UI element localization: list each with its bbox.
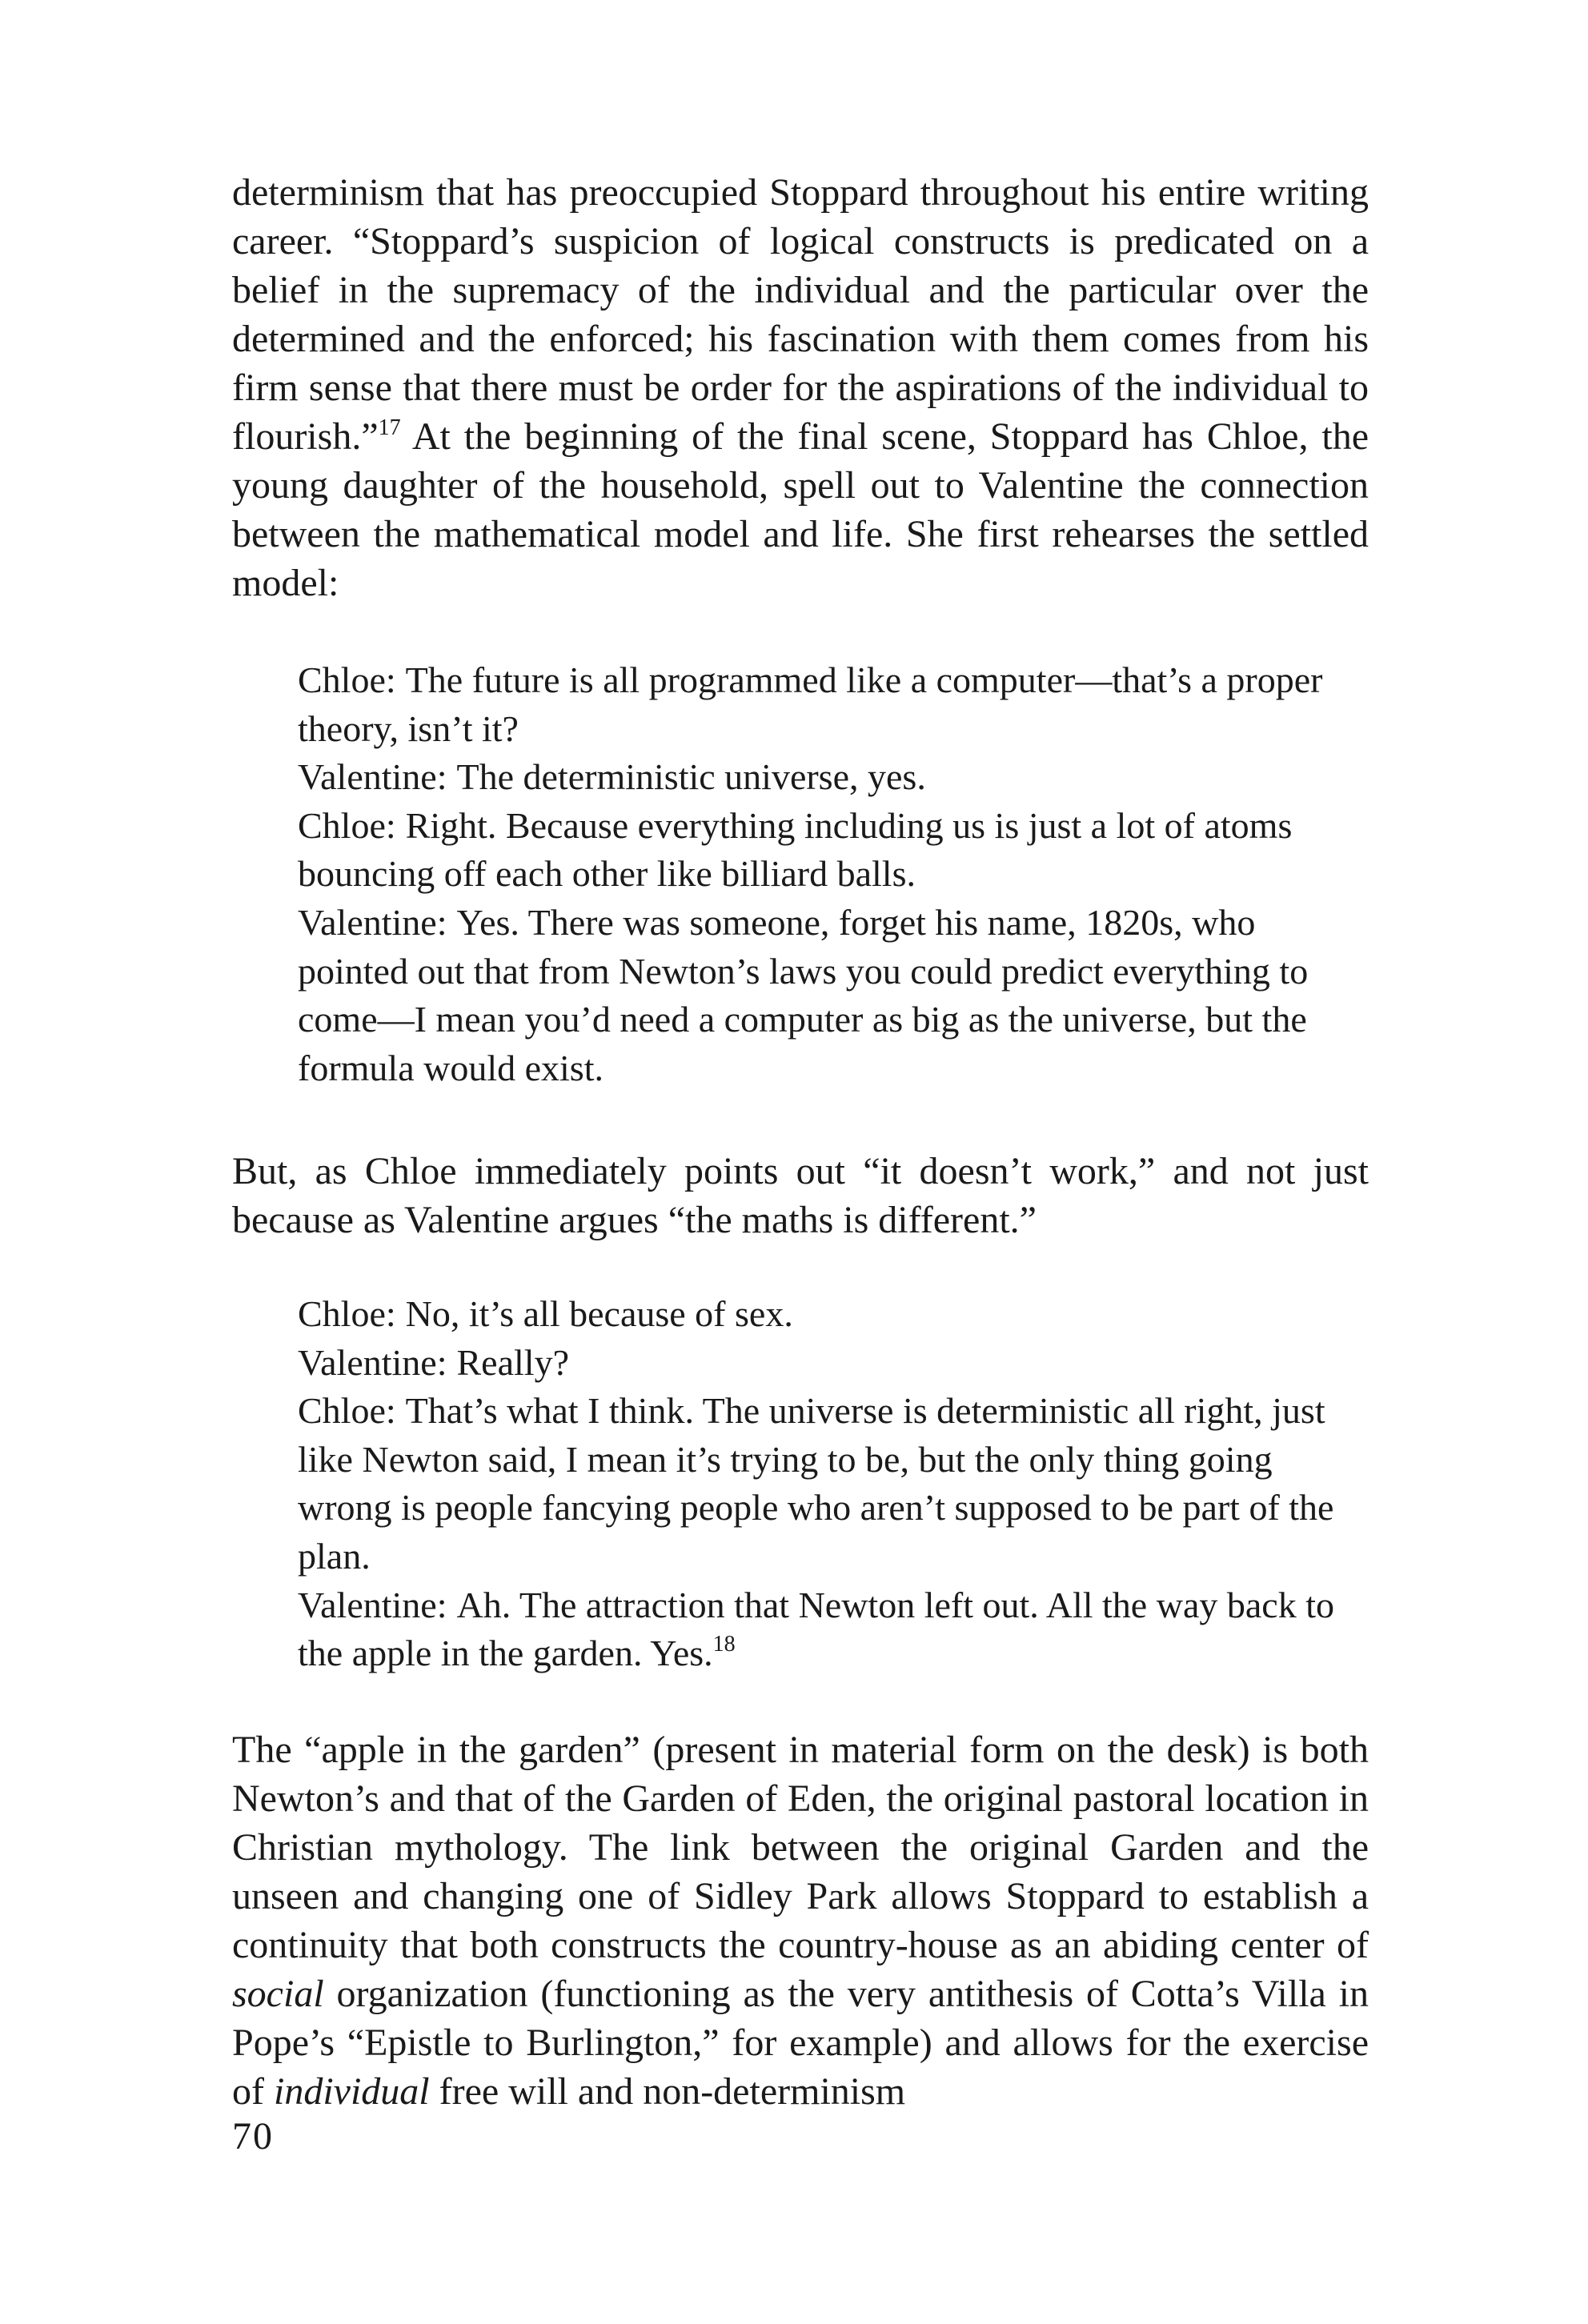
- speaker-name: Valentine:: [298, 901, 447, 943]
- dialogue-line: [298, 1339, 1354, 1388]
- emphasis-social: social: [232, 1973, 324, 2015]
- paragraph-1-tail: At the beginning of the final scene, Stoppard has Chloe, the young daughter of the household, spell out to Valentine the connection between the mathematical model and life. She first rehearses the settled model:: [232, 415, 1369, 604]
- dialogue-text: Really?: [456, 1341, 569, 1383]
- dialogue-text: Yes. There was someone, forget his name, 1820s, who pointed out that from Newton’s laws you could predict everything to come—I mean you’d need a computer as big as the universe, but the formula would exist.: [298, 901, 1309, 1088]
- paragraph-2-text: But, as Chloe immediately points out “it doesn’t work,” and not just because as Valentine argues “the maths is different.”: [232, 1150, 1369, 1241]
- dialogue-text: No, it’s all because of sex.: [405, 1293, 793, 1334]
- dialogue-text: That’s what I think. The universe is deterministic all right, just like Newton said, I mean it’s trying to be, but the only thing going wrong is people fancying people who aren’t supposed to be part of the plan.: [298, 1390, 1334, 1577]
- dialogue-text: Ah. The attraction that Newton left out. All the way back to the apple in the garden. Yes.: [298, 1584, 1334, 1674]
- speaker-name: Chloe:: [298, 1293, 396, 1334]
- paragraph-3-text-a: The “apple in the garden” (present in material form on the desk) is both Newton’s and that of the Garden of Eden, the original pastoral location in Christian mythology. The link between the original Garden and the unseen and changing one of Sidley Park allows Stoppard to establish a continuity that both constructs the country-house as an abiding center of: [232, 1729, 1369, 1966]
- speaker-name: Valentine:: [298, 1584, 447, 1625]
- dialogue-line: [298, 753, 1354, 802]
- paragraph-2: [232, 1147, 1369, 1244]
- emphasis-individual: individual: [273, 2070, 430, 2113]
- dialogue-line: [298, 1290, 1354, 1339]
- paragraph-3-text-c: free will and non-determinism: [429, 2070, 906, 2113]
- dialogue-text: The deterministic universe, yes.: [456, 756, 926, 798]
- dialogue-line: [298, 802, 1354, 899]
- dialogue-line: [298, 1387, 1354, 1581]
- dialogue-line: [298, 1581, 1354, 1678]
- paragraph-3: [232, 1725, 1369, 2116]
- dialogue-line: [298, 899, 1354, 1092]
- page-number: 70: [232, 2115, 274, 2158]
- speaker-name: Valentine:: [298, 756, 447, 798]
- dialogue-line: [298, 656, 1354, 753]
- speaker-name: Chloe:: [298, 659, 396, 700]
- footnote-ref-17: 17: [378, 415, 401, 440]
- speaker-name: Chloe:: [298, 804, 396, 846]
- dialogue-quote-1: [298, 656, 1354, 1092]
- dialogue-text: Right. Because everything including us is just a lot of atoms bouncing off each other like billiard balls.: [298, 804, 1293, 895]
- paragraph-1: [232, 168, 1369, 607]
- dialogue-text: The future is all programmed like a computer—that’s a proper theory, isn’t it?: [298, 659, 1323, 749]
- dialogue-quote-2: [298, 1290, 1354, 1678]
- footnote-ref-18: 18: [712, 1632, 736, 1657]
- paragraph-3-text-b: organization (functioning as the very antithesis of Cotta’s Villa in Pope’s “Epistle to Burlington,” for example) and allows for the exercise of: [232, 1973, 1369, 2113]
- paragraph-1-text: determinism that has preoccupied Stoppard throughout his entire writing career. “Stoppard’s suspicion of logical constructs is predicated on a belief in the supremacy of the individual and the particular over the determined and the enforced; his fascination with them comes from his firm sense that there must be order for the aspirations of the individual to flourish.”: [232, 171, 1369, 458]
- speaker-name: Chloe:: [298, 1390, 396, 1432]
- speaker-name: Valentine:: [298, 1341, 447, 1383]
